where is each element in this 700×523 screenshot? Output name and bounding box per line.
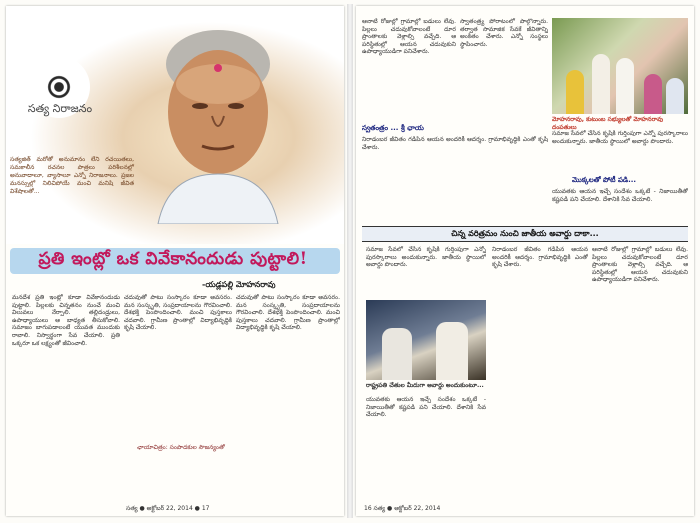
right-column-6: సమాజ సేవలో చేసిన కృషికి గుర్తింపుగా ఎన్నో పురస్కారాలు అందుకున్నారు. జాతీయ స్థాయిలో అవార్డు పొందారు. — [366, 246, 486, 269]
right-column-5: యువతకు ఆయన ఇచ్చే సందేశం ఒక్కటే - నిజాయితీతో కష్టపడి పని చేయాలి. దేశానికి సేవ చేయాలి. — [552, 188, 688, 203]
subheading-1: స్వతంత్రం ... శ్రీ ఛాయ — [362, 124, 424, 132]
left-column-3: చదువుతో పాటు సంస్కారం కూడా అవసరం. మన సంస్కృతి, సంప్రదాయాలను గౌరవించాలి. దేశభక్తి పెంపొందించాలి. మంచి పుస్తకాలు చదవాలి. గ్రామీణ ప్రాంతాల్లో విద్యాభివృద్ధికి కృషి చేయాలి. — [236, 294, 340, 332]
award-photo-caption: రాష్ట్రపతి చేతుల మీదుగా అవార్డు అందుకుంటూ... — [366, 382, 484, 389]
section-logo-text: సత్య నిరాజనం — [27, 102, 93, 115]
right-page-footer: 16 సత్య ● అక్టోబర్ 22, 2014 — [364, 505, 441, 512]
photo-credit: ఛాయాచిత్రం: సంపాదకుల సౌజన్యంతో — [137, 444, 225, 451]
intro-paragraph — [10, 156, 134, 196]
right-column-9: ఆనాటి రోజుల్లో గ్రామాల్లో బడులు లేవు. పిల్లలు చదువుకోవాలంటే దూర ప్రాంతాలకు వెళ్లాల్సి వచ్చేది. ఆ పరిస్థితుల్లో ఆయన చదువుకుని ఉపాధ్యాయుడిగా పనిచేశారు. — [592, 246, 688, 284]
right-column-2: స్వాతంత్ర్య పోరాటంలో పాల్గొన్నారు. తర్వాత సామాజిక సేవకే జీవితాన్ని అంకితం చేశారు. ఎన్నో సంస్థలు స్థాపించారు. — [460, 18, 548, 48]
right-column-1: ఆనాటి రోజుల్లో గ్రామాల్లో బడులు లేవు. పిల్లలు చదువుకోవాలంటే దూర ప్రాంతాలకు వెళ్లాల్సి వచ్చేది. ఆ పరిస్థితుల్లో ఆయన చదువుకుని ఉపాధ్యాయుడిగా పనిచేశారు. — [362, 18, 456, 56]
left-column-2: చదువుతో పాటు సంస్కారం కూడా అవసరం. మన సంస్కృతి, సంప్రదాయాలను గౌరవించాలి. దేశభక్తి పెంపొందించాలి. మంచి పుస్తకాలు చదవాలి. గ్రామీణ ప్రాంతాల్లో విద్యాభివృద్ధికి కృషి చేయాలి. — [124, 294, 232, 332]
left-page — [6, 6, 344, 516]
section-banner — [362, 226, 688, 242]
right-column-7: యువతకు ఆయన ఇచ్చే సందేశం ఒక్కటే - నిజాయితీతో కష్టపడి పని చేయాలి. దేశానికి సేవ చేయాలి. — [366, 396, 486, 419]
family-photo-caption: మోహనరావు, కుటుంబ సభ్యులతో మోహనరావు దంపతులు — [552, 116, 664, 131]
right-column-4: సమాజ సేవలో చేసిన కృషికి గుర్తింపుగా ఎన్నో పురస్కారాలు అందుకున్నారు. జాతీయ స్థాయిలో అవార్డు పొందారు. — [552, 130, 688, 145]
right-page — [356, 6, 694, 516]
portrait-face — [138, 24, 298, 224]
left-page-footer: సత్య ● అక్టోబర్ 22, 2014 ● 17 — [126, 505, 210, 512]
right-column-8: నిరాడంబర జీవితం గడిపిన ఆయన అందరికీ ఆదర్శం. గ్రామాభివృద్ధికి ఎంతో కృషి చేశారు. — [492, 246, 588, 269]
intro-text: సత్యజిత్ మరోతో అనుమానం లేని రచయితలు, సమకాలీన రచనల పాత్రలు పరిశీలనల్లో అనువాదాలూ, వ్యాసాలూ ఎన్నో నిరాజనాలు. ప్రజల మనస్సుల్లో నిలిచిపోయే మంచి మనిషి జీవిత విశేషాలతో... — [10, 156, 134, 195]
award-photo — [366, 300, 486, 380]
article-title: ప్రతి ఇంట్లో ఒక వివేకానందుడు పుట్టాలి! — [38, 249, 308, 269]
byline: -యడ్లపల్లి మోహనరావు — [202, 280, 276, 289]
family-photo — [552, 18, 688, 114]
page-fold — [347, 4, 353, 518]
section-banner-text: చిన్న వరిత్రమం నుంచి జాతీయ అవార్డు దాకా... — [451, 229, 599, 238]
subheading-2: మొక్కలతో పోటీ పడి... — [572, 176, 637, 184]
right-column-3: నిరాడంబర జీవితం గడిపిన ఆయన అందరికీ ఆదర్శం. గ్రామాభివృద్ధికి ఎంతో కృషి చేశారు. — [362, 136, 548, 151]
left-column-1: మనదేశ ప్రతి ఇంట్లో కూడా వివేకానందుడు పుట్టాలి. పిల్లలకు చిన్నతనం నుంచే మంచి విలువలు నేర్పాలి. తల్లిదండ్రులు, ఉపాధ్యాయులు ఆ బాధ్యత తీసుకోవాలి. సమాజం బాగుపడాలంటే యువత ముందుకు రావాలి. నిస్వార్థంగా సేవ చేయాలి. ప్రతి ఒక్కరూ ఒక లక్ష్యంతో జీవించాలి. — [12, 294, 120, 347]
portrait-painting — [6, 6, 344, 244]
